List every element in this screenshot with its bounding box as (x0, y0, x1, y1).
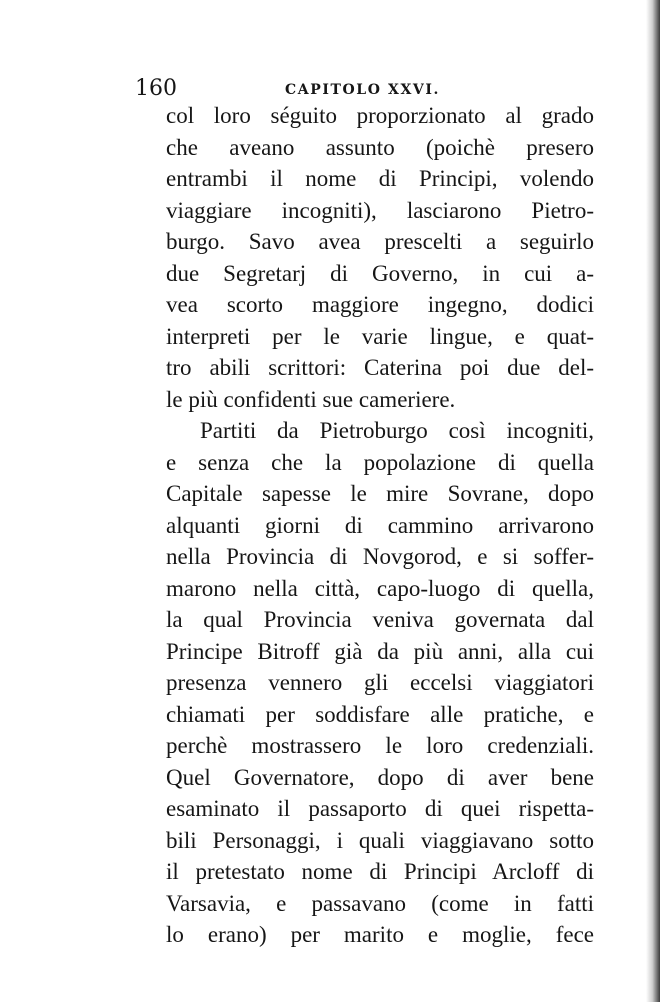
paragraph-start-line: Partiti da Pietroburgo così incogniti, (200, 418, 594, 443)
page-number: 160 (135, 76, 177, 101)
text-line: Capitale sapesse le mire Sovrane, dopo (166, 481, 594, 506)
text-line: Principe Bitroff già da più anni, alla cui (166, 638, 594, 664)
running-head (135, 77, 605, 101)
text-line: lo erano) per marito e moglie, fece (166, 922, 594, 947)
text-line: bili Personaggi, i quali viaggiavano sotto (166, 827, 594, 853)
chapter-heading: CAPITOLO XXVI. (285, 82, 441, 98)
text-line: perchè mostrassero le loro credenziali. (166, 733, 594, 758)
text-line: vea scorto maggiore ingegno, dodici (166, 292, 594, 317)
text-line: interpreti per le varie lingue, e quat- (166, 323, 594, 349)
text-line: burgo. Savo avea prescelti a seguirlo (166, 229, 594, 254)
text-line: col loro séguito proporzionato al grado (166, 103, 594, 128)
text-line: il pretestato nome di Principi Arcloff di (166, 859, 594, 884)
body-text (166, 100, 594, 951)
text-line: chiamati per soddisfare alle pratiche, e (166, 701, 594, 727)
page-edge-shadow (646, 0, 660, 1002)
text-line: entrambi il nome di Principi, volendo (166, 166, 594, 191)
text-line: esaminato il passaporto di quei rispetta- (166, 796, 594, 821)
text-line: e senza che la popolazione di quella (166, 449, 594, 475)
text-line: nella Provincia di Novgorod, e si soffer- (166, 544, 594, 569)
text-line: che aveano assunto (poichè presero (166, 134, 594, 160)
text-line: alquanti giorni di cammino arrivarono (166, 512, 594, 538)
paragraph-end-line: le più confidenti sue cameriere. (166, 386, 456, 412)
text-line: presenza vennero gli eccelsi viaggiatori (166, 670, 594, 695)
text-line: tro abili scrittori: Caterina poi due del- (166, 355, 594, 380)
text-line: Quel Governatore, dopo di aver bene (166, 764, 594, 790)
text-line: la qual Provincia veniva governata dal (166, 607, 594, 632)
text-line: Varsavia, e passavano (come in fatti (166, 890, 594, 916)
text-line: marono nella città, capo-luogo di quella, (166, 575, 594, 601)
text-line: viaggiare incogniti), lasciarono Pietro- (166, 197, 594, 223)
text-line: due Segretarj di Governo, in cui a- (166, 260, 594, 286)
